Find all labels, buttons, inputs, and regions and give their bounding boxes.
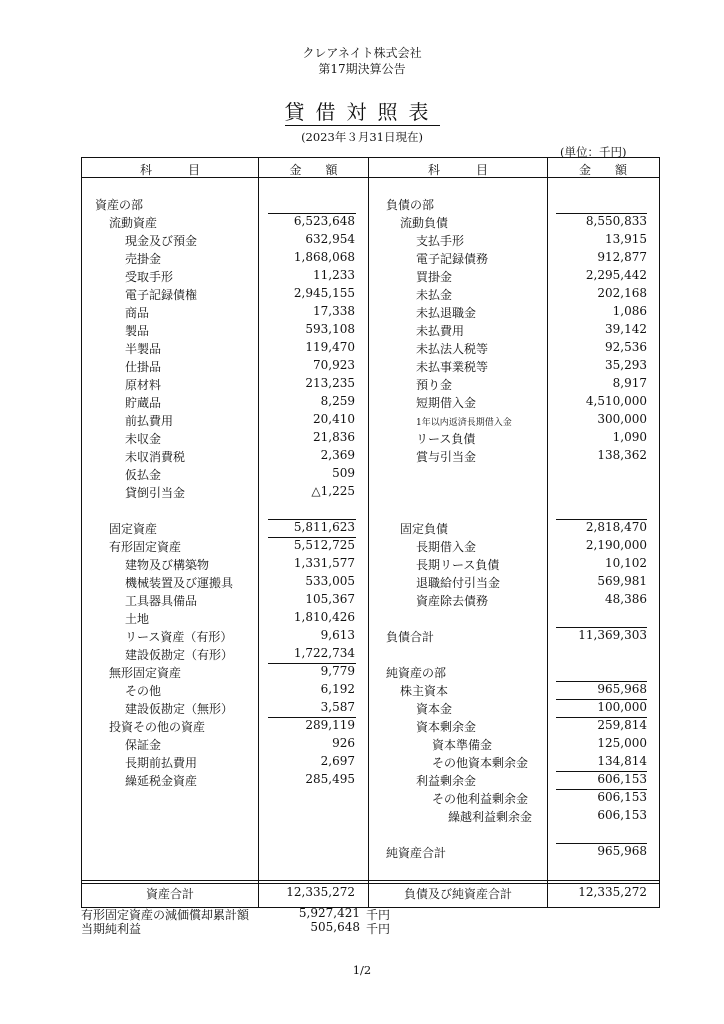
column-header-amount-left: 金 額 bbox=[289, 163, 338, 177]
left-row-label: 固定資産 bbox=[109, 522, 158, 536]
right-row-label: 買掛金 bbox=[416, 270, 453, 284]
left-row-label: 仮払金 bbox=[125, 468, 162, 482]
footnote-depreciation-label: 有形固定資産の減価償却累計額 bbox=[81, 908, 250, 922]
left-row-underline bbox=[268, 663, 356, 664]
left-row-label: 貯蔵品 bbox=[125, 396, 162, 410]
right-row-value: 202,168 bbox=[597, 286, 647, 300]
left-row-label: 電子記録債権 bbox=[125, 288, 198, 302]
right-row-underline bbox=[556, 843, 647, 844]
right-row-label: 預り金 bbox=[416, 378, 453, 392]
left-row-value: 632,954 bbox=[305, 232, 355, 246]
total-divider bbox=[81, 880, 659, 881]
right-row-underline bbox=[556, 627, 647, 628]
report-subtitle: 第17期決算公告 bbox=[318, 62, 406, 76]
right-row-underline bbox=[556, 717, 647, 718]
right-row-label: 未払金 bbox=[416, 288, 453, 302]
left-row-underline bbox=[268, 519, 356, 520]
left-row-value: 1,868,068 bbox=[293, 250, 355, 264]
left-row-label: 流動資産 bbox=[109, 216, 158, 230]
right-row-label: 未払法人税等 bbox=[416, 342, 489, 356]
right-row-label: 固定負債 bbox=[400, 522, 449, 536]
footnote-depreciation-value: 5,927,421 bbox=[298, 906, 360, 920]
right-row-label: 電子記録債務 bbox=[416, 252, 489, 266]
right-row-label: 繰越利益剰余金 bbox=[448, 810, 533, 824]
left-row-label: 仕掛品 bbox=[125, 360, 162, 374]
total-liabilities-equity-value: 12,335,272 bbox=[578, 885, 647, 899]
right-row-label: 短期借入金 bbox=[416, 396, 477, 410]
right-row-value: 11,369,303 bbox=[578, 628, 647, 642]
right-row-value: 92,536 bbox=[605, 340, 647, 354]
total-assets-value: 12,335,272 bbox=[286, 885, 355, 899]
right-row-label: 流動負債 bbox=[400, 216, 449, 230]
left-row-value: 1,331,577 bbox=[293, 556, 355, 570]
left-row-label: 建物及び構築物 bbox=[125, 558, 210, 572]
left-row-label: 長期前払費用 bbox=[125, 756, 198, 770]
col-divider bbox=[258, 157, 259, 907]
left-row-label: 未収金 bbox=[125, 432, 162, 446]
right-row-value: 13,915 bbox=[605, 232, 647, 246]
left-row-underline bbox=[268, 717, 356, 718]
right-row-underline bbox=[556, 789, 647, 790]
col-divider bbox=[547, 157, 548, 907]
left-row-value: 9,779 bbox=[320, 664, 355, 678]
right-row-value: 1,086 bbox=[612, 304, 647, 318]
right-row-label: 支払手形 bbox=[416, 234, 465, 248]
left-row-value: 289,119 bbox=[305, 718, 355, 732]
right-row-label: 長期リース負債 bbox=[416, 558, 500, 572]
right-row-label: 1年以内返済長期借入金 bbox=[416, 418, 512, 428]
left-row-label: 製品 bbox=[125, 324, 150, 338]
column-header-item-left: 科 目 bbox=[139, 163, 200, 177]
right-row-value: 1,090 bbox=[612, 430, 647, 444]
total-divider bbox=[81, 883, 659, 884]
left-row-value: 105,367 bbox=[305, 592, 355, 606]
left-row-value: 5,811,623 bbox=[293, 520, 355, 534]
document-title bbox=[0, 96, 724, 125]
company-name: クレアネイト株式会社 bbox=[302, 46, 422, 60]
left-row-label: 原材料 bbox=[125, 378, 162, 392]
right-row-value: 912,877 bbox=[597, 250, 647, 264]
left-row-label: 有形固定資産 bbox=[109, 540, 182, 554]
right-row-label: 資本剰余金 bbox=[416, 720, 477, 734]
right-row-value: 8,917 bbox=[612, 376, 647, 390]
right-row-value: 965,968 bbox=[597, 844, 647, 858]
right-row-label: 負債の部 bbox=[386, 198, 435, 212]
footnote-depreciation-unit: 千円 bbox=[366, 908, 391, 922]
right-row-value: 10,102 bbox=[605, 556, 647, 570]
left-row-label: その他 bbox=[125, 684, 162, 698]
left-row-value: 17,338 bbox=[313, 304, 355, 318]
left-row-value: 6,523,648 bbox=[293, 214, 355, 228]
footnote-net-income-value: 505,648 bbox=[310, 920, 360, 934]
right-row-label: 資産除去債務 bbox=[416, 594, 489, 608]
left-row-label: 保証金 bbox=[125, 738, 162, 752]
left-row-value: 70,923 bbox=[313, 358, 355, 372]
left-row-value: 285,495 bbox=[305, 772, 355, 786]
right-row-underline bbox=[556, 213, 647, 214]
left-row-value: 533,005 bbox=[305, 574, 355, 588]
column-header-amount-right: 金 額 bbox=[578, 163, 627, 177]
document-title-text: 貸借対照表 bbox=[284, 100, 440, 124]
right-row-value: 259,814 bbox=[597, 718, 647, 732]
right-row-label: 未払事業税等 bbox=[416, 360, 489, 374]
right-row-label: 純資産合計 bbox=[386, 846, 447, 860]
left-row-label: 土地 bbox=[125, 612, 150, 626]
left-row-label: 無形固定資産 bbox=[109, 666, 182, 680]
right-row-label: 賞与引当金 bbox=[416, 450, 477, 464]
right-row-value: 125,000 bbox=[597, 736, 647, 750]
as-of-date: (2023年３月31日現在) bbox=[301, 130, 423, 144]
right-row-label: 資本金 bbox=[416, 702, 453, 716]
right-row-underline bbox=[556, 681, 647, 682]
left-row-value: 2,369 bbox=[320, 448, 355, 462]
left-row-value: 8,259 bbox=[320, 394, 355, 408]
right-row-label: 退職給付引当金 bbox=[416, 576, 501, 590]
right-row-underline bbox=[556, 771, 647, 772]
left-row-value: 2,945,155 bbox=[293, 286, 355, 300]
left-row-label: 未収消費税 bbox=[125, 450, 186, 464]
left-row-label: 工具器具備品 bbox=[125, 594, 198, 608]
left-row-label: 前払費用 bbox=[125, 414, 174, 428]
right-row-value: 569,981 bbox=[597, 574, 647, 588]
left-row-value: 9,613 bbox=[320, 628, 355, 642]
total-liabilities-equity-label: 負債及び純資産合計 bbox=[403, 887, 512, 901]
right-row-label: その他利益剰余金 bbox=[432, 792, 529, 806]
left-row-value: △1,225 bbox=[311, 484, 355, 498]
right-row-value: 606,153 bbox=[597, 772, 647, 786]
right-row-label: 利益剰余金 bbox=[416, 774, 477, 788]
left-row-value: 509 bbox=[332, 466, 355, 480]
left-row-value: 926 bbox=[332, 736, 355, 750]
right-row-label: 資本準備金 bbox=[432, 738, 493, 752]
right-row-value: 138,362 bbox=[597, 448, 647, 462]
left-row-value: 593,108 bbox=[305, 322, 355, 336]
right-row-label: 負債合計 bbox=[386, 630, 435, 644]
right-row-value: 965,968 bbox=[597, 682, 647, 696]
total-assets-label: 資産合計 bbox=[145, 887, 194, 901]
right-row-value: 48,386 bbox=[605, 592, 647, 606]
right-row-underline bbox=[556, 699, 647, 700]
col-divider bbox=[368, 157, 369, 907]
column-header-item-right: 科 目 bbox=[427, 163, 488, 177]
right-row-label: 未払費用 bbox=[416, 324, 465, 338]
left-row-value: 11,233 bbox=[313, 268, 355, 282]
left-row-value: 5,512,725 bbox=[293, 538, 355, 552]
left-row-value: 3,587 bbox=[320, 700, 355, 714]
right-row-underline bbox=[556, 519, 647, 520]
right-row-value: 35,293 bbox=[605, 358, 647, 372]
left-row-label: 貸倒引当金 bbox=[125, 486, 186, 500]
right-row-value: 606,153 bbox=[597, 790, 647, 804]
left-row-value: 119,470 bbox=[305, 340, 355, 354]
right-row-value: 134,814 bbox=[597, 754, 647, 768]
left-row-label: 建設仮勘定（有形） bbox=[125, 648, 234, 662]
left-row-label: 半製品 bbox=[125, 342, 162, 356]
left-row-value: 21,836 bbox=[313, 430, 355, 444]
left-row-value: 6,192 bbox=[320, 682, 355, 696]
footnote-net-income-unit: 千円 bbox=[366, 922, 391, 936]
right-row-label: その他資本剰余金 bbox=[432, 756, 529, 770]
right-row-value: 100,000 bbox=[597, 700, 647, 714]
left-row-value: 2,697 bbox=[320, 754, 355, 768]
right-row-value: 300,000 bbox=[597, 412, 647, 426]
right-row-label: 株主資本 bbox=[400, 684, 449, 698]
right-row-label: リース負債 bbox=[416, 432, 476, 446]
left-row-label: 現金及び預金 bbox=[125, 234, 198, 248]
unit-label: (単位：千円) bbox=[560, 145, 627, 159]
right-row-value: 8,550,833 bbox=[585, 214, 647, 228]
footnote-net-income-label: 当期純利益 bbox=[81, 922, 142, 936]
right-row-label: 長期借入金 bbox=[416, 540, 477, 554]
left-row-label: 受取手形 bbox=[125, 270, 174, 284]
right-row-value: 39,142 bbox=[605, 322, 647, 336]
right-row-value: 2,295,442 bbox=[585, 268, 647, 282]
left-row-label: 繰延税金資産 bbox=[125, 774, 198, 788]
left-row-underline bbox=[268, 213, 356, 214]
left-row-underline bbox=[268, 537, 356, 538]
left-row-label: 商品 bbox=[125, 306, 150, 320]
right-row-label: 未払退職金 bbox=[416, 306, 477, 320]
left-row-label: 投資その他の資産 bbox=[109, 720, 206, 734]
right-row-value: 4,510,000 bbox=[585, 394, 647, 408]
right-row-value: 2,818,470 bbox=[585, 520, 647, 534]
left-row-label: 資産の部 bbox=[95, 198, 144, 212]
left-row-value: 1,810,426 bbox=[293, 610, 355, 624]
left-row-label: 機械装置及び運搬具 bbox=[125, 576, 234, 590]
left-row-value: 1,722,734 bbox=[293, 646, 355, 660]
page-number: 1/2 bbox=[352, 963, 372, 977]
left-row-label: リース資産（有形） bbox=[125, 630, 233, 644]
right-row-value: 606,153 bbox=[597, 808, 647, 822]
left-row-value: 20,410 bbox=[313, 412, 355, 426]
right-row-value: 2,190,000 bbox=[585, 538, 647, 552]
left-row-value: 213,235 bbox=[305, 376, 355, 390]
right-row-label: 純資産の部 bbox=[386, 666, 447, 680]
left-row-label: 建設仮勘定（無形） bbox=[125, 702, 234, 716]
left-row-label: 売掛金 bbox=[125, 252, 162, 266]
